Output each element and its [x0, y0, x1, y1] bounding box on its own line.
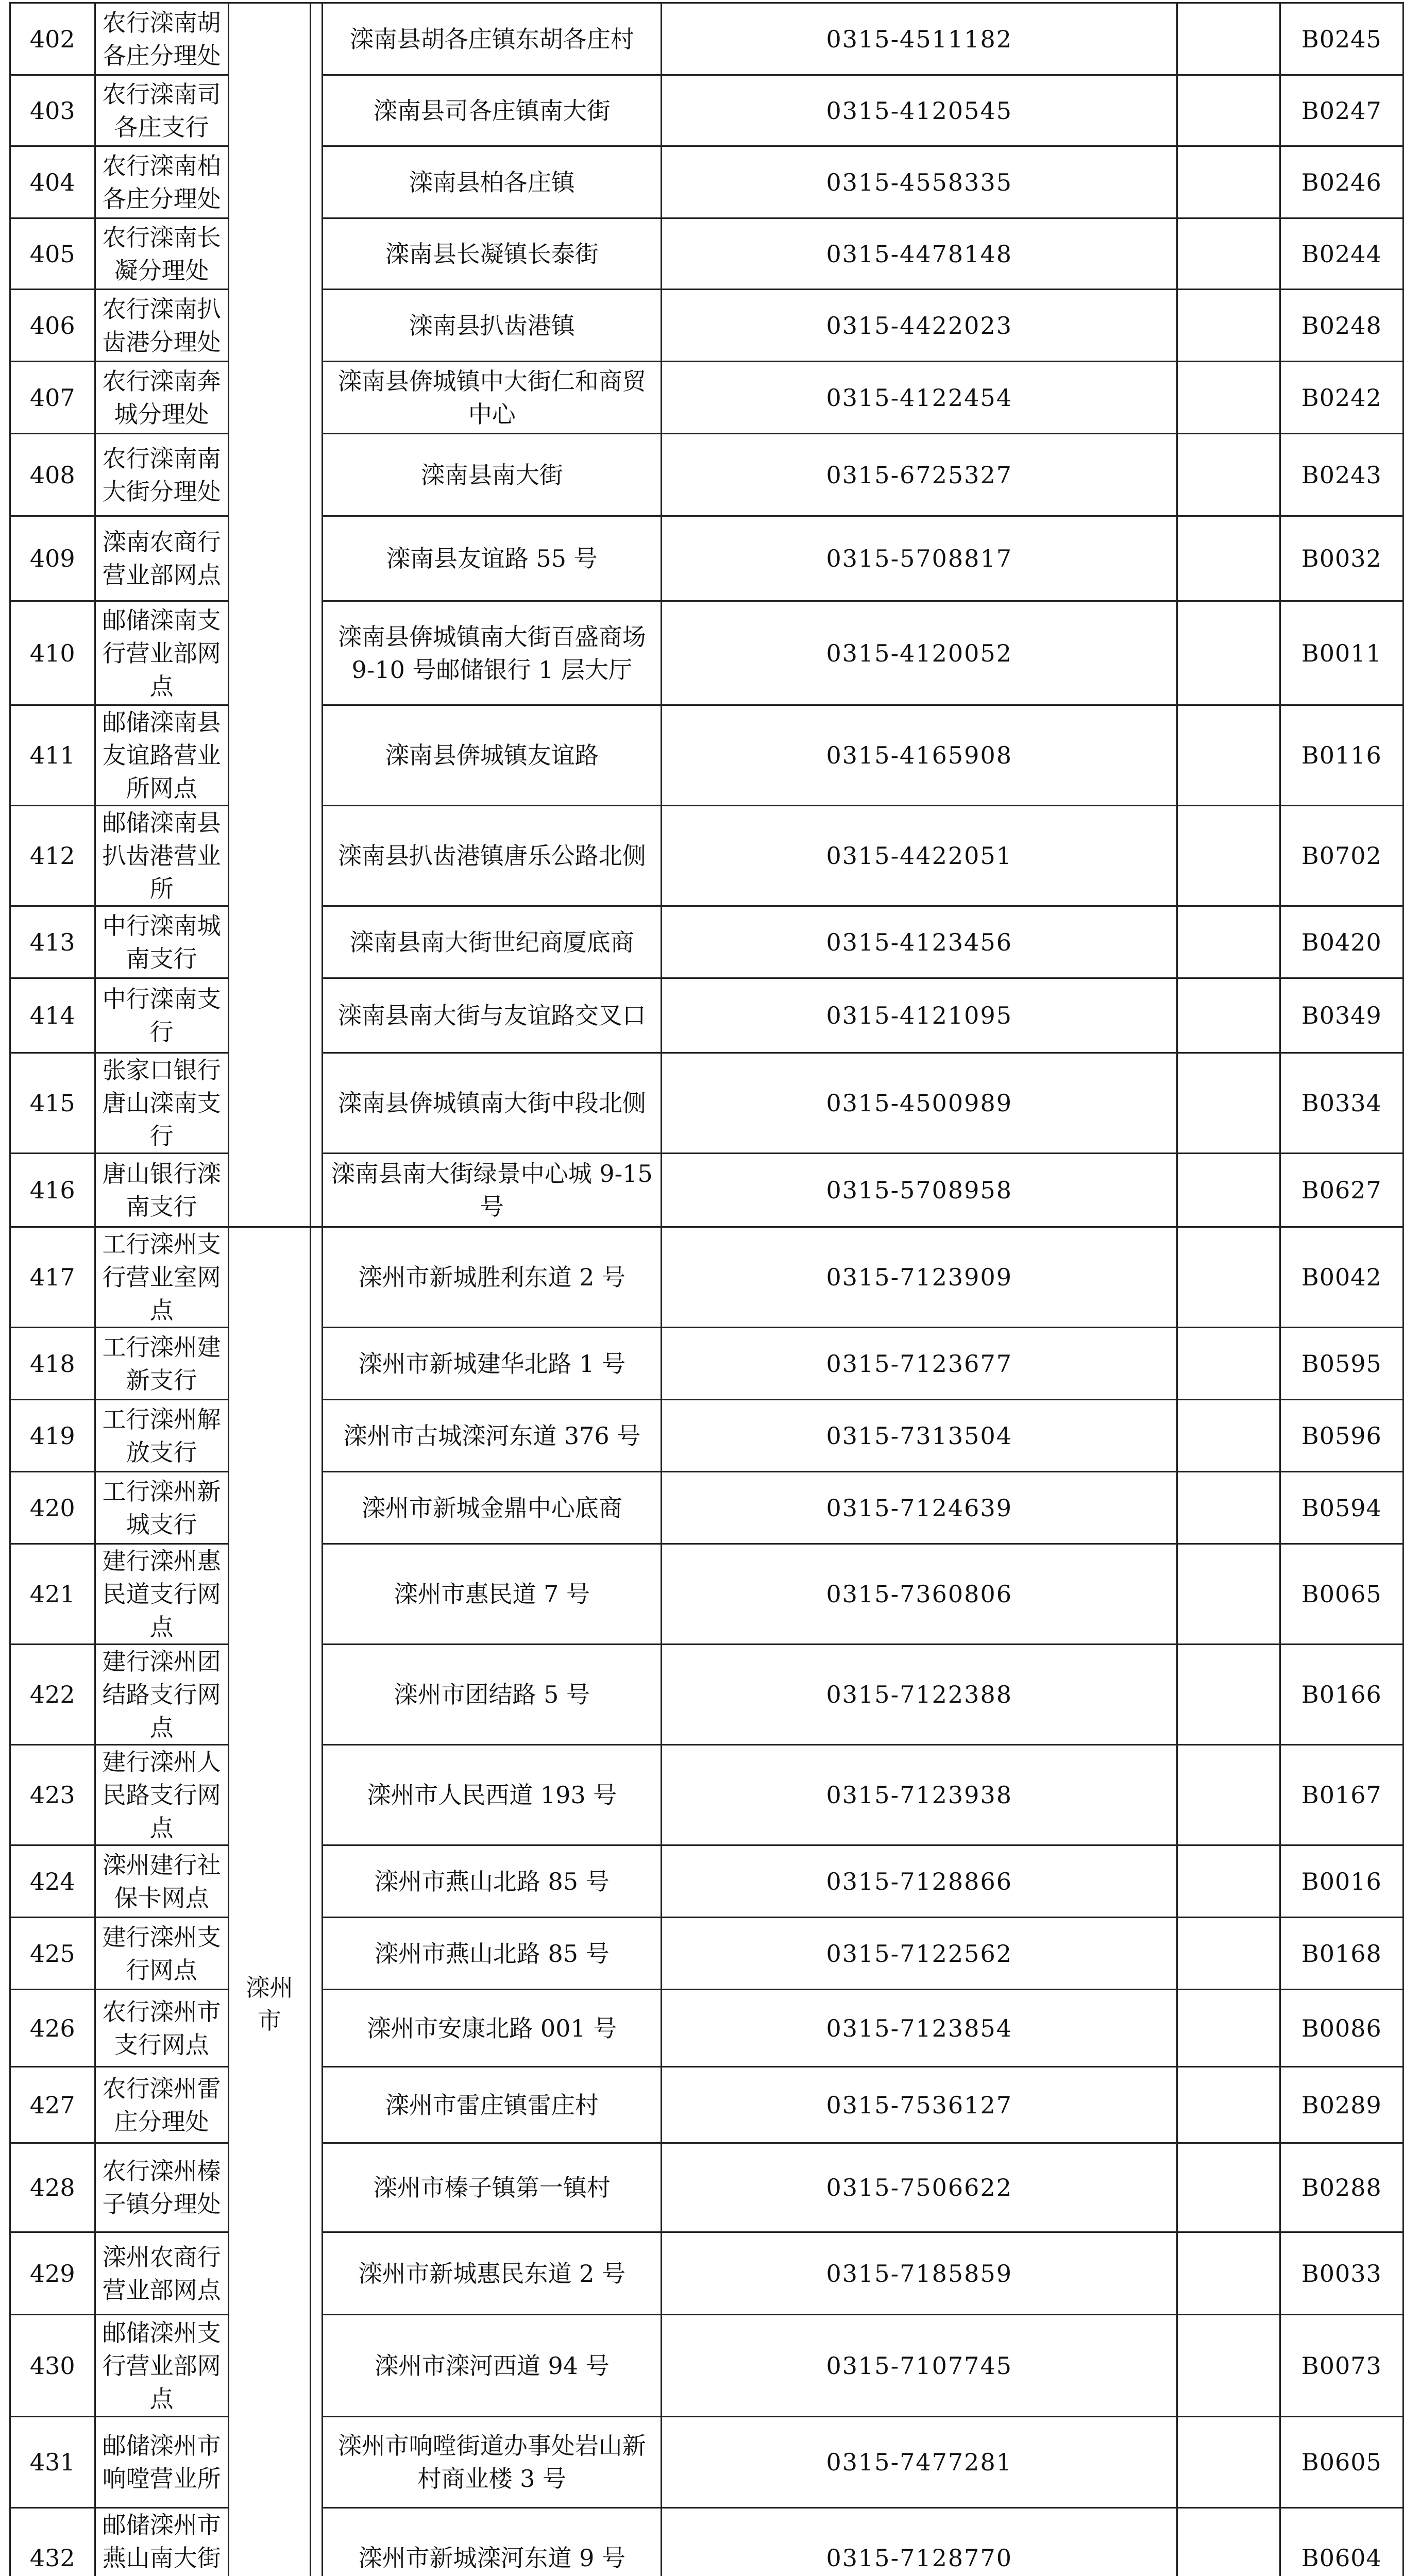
branch-name-cell: 农行滦南司各庄支行: [95, 75, 228, 146]
table-row: [10, 1053, 1403, 1154]
table-row: [10, 2417, 1403, 2508]
city-gap-cell: [311, 1227, 323, 2576]
code-cell: B0073: [1280, 2315, 1403, 2417]
table-row: [10, 1845, 1403, 1918]
phone-cell: 0315-4120545: [662, 75, 1177, 146]
table-row: [10, 906, 1403, 978]
branch-name-cell: 农行滦南胡各庄分理处: [95, 3, 228, 75]
code-cell: B0042: [1280, 1227, 1403, 1328]
phone-cell: 0315-4478148: [662, 218, 1177, 290]
column-gap-cell: [1177, 601, 1280, 705]
address-cell: 滦州市燕山北路 85 号: [323, 1845, 662, 1918]
code-cell: B0245: [1280, 3, 1403, 75]
row-number-cell: 414: [10, 978, 95, 1053]
phone-cell: 0315-4558335: [662, 146, 1177, 218]
phone-cell: 0315-7123854: [662, 1990, 1177, 2067]
row-number-cell: 423: [10, 1745, 95, 1845]
phone-cell: 0315-4122454: [662, 362, 1177, 434]
phone-cell: 0315-4121095: [662, 978, 1177, 1053]
address-cell: 滦南县南大街绿景中心城 9-15 号: [323, 1154, 662, 1227]
row-number-cell: 413: [10, 906, 95, 978]
bank-branch-table: [9, 2, 1404, 2576]
column-gap-cell: [1177, 1472, 1280, 1544]
row-number-cell: 424: [10, 1845, 95, 1918]
row-number-cell: 409: [10, 516, 95, 601]
code-cell: B0166: [1280, 1645, 1403, 1745]
column-gap-cell: [1177, 362, 1280, 434]
address-cell: 滦州市惠民道 7 号: [323, 1544, 662, 1645]
row-number-cell: 425: [10, 1918, 95, 1990]
table-row: [10, 601, 1403, 705]
code-cell: B0247: [1280, 75, 1403, 146]
code-cell: B0246: [1280, 146, 1403, 218]
table-row: [10, 705, 1403, 806]
column-gap-cell: [1177, 2232, 1280, 2315]
table-row: [10, 2067, 1403, 2143]
phone-cell: 0315-7313504: [662, 1400, 1177, 1472]
code-cell: B0168: [1280, 1918, 1403, 1990]
column-gap-cell: [1177, 516, 1280, 601]
city-cell: [228, 3, 311, 1227]
row-number-cell: 420: [10, 1472, 95, 1544]
address-cell: 滦州市新城建华北路 1 号: [323, 1328, 662, 1400]
table-row: [10, 3, 1403, 75]
branch-name-cell: 工行滦州解放支行: [95, 1400, 228, 1472]
row-number-cell: 410: [10, 601, 95, 705]
row-number-cell: 431: [10, 2417, 95, 2508]
column-gap-cell: [1177, 1053, 1280, 1154]
address-cell: 滦州市团结路 5 号: [323, 1645, 662, 1745]
phone-cell: 0315-7128866: [662, 1845, 1177, 1918]
row-number-cell: 408: [10, 434, 95, 516]
branch-name-cell: 邮储滦南县友谊路营业所网点: [95, 705, 228, 806]
table-row: [10, 75, 1403, 146]
code-cell: B0420: [1280, 906, 1403, 978]
address-cell: 滦南县柏各庄镇: [323, 146, 662, 218]
table-row: [10, 2143, 1403, 2232]
address-cell: 滦州市新城惠民东道 2 号: [323, 2232, 662, 2315]
row-number-cell: 403: [10, 75, 95, 146]
table-row: [10, 1918, 1403, 1990]
branch-name-cell: 滦南农商行营业部网点: [95, 516, 228, 601]
code-cell: B0627: [1280, 1154, 1403, 1227]
branch-name-cell: 建行滦州团结路支行网点: [95, 1645, 228, 1745]
address-cell: 滦州市古城滦河东道 376 号: [323, 1400, 662, 1472]
code-cell: B0116: [1280, 705, 1403, 806]
address-cell: 滦州市响嘡街道办事处岩山新村商业楼 3 号: [323, 2417, 662, 2508]
column-gap-cell: [1177, 906, 1280, 978]
table-row: [10, 516, 1403, 601]
phone-cell: 0315-7506622: [662, 2143, 1177, 2232]
branch-name-cell: 邮储滦南县扒齿港营业所: [95, 806, 228, 906]
branch-name-cell: 中行滦南支行: [95, 978, 228, 1053]
phone-cell: 0315-4165908: [662, 705, 1177, 806]
address-cell: 滦州市滦河西道 94 号: [323, 2315, 662, 2417]
address-cell: 滦南县倴城镇友谊路: [323, 705, 662, 806]
branch-name-cell: 张家口银行唐山滦南支行: [95, 1053, 228, 1154]
phone-cell: 0315-4422051: [662, 806, 1177, 906]
phone-cell: 0315-4511182: [662, 3, 1177, 75]
address-cell: 滦南县南大街世纪商厦底商: [323, 906, 662, 978]
column-gap-cell: [1177, 1154, 1280, 1227]
column-gap-cell: [1177, 1544, 1280, 1645]
branch-name-cell: 农行滦州市支行网点: [95, 1990, 228, 2067]
branch-name-cell: 农行滦南扒齿港分理处: [95, 290, 228, 362]
phone-cell: 0315-7360806: [662, 1544, 1177, 1645]
row-number-cell: 427: [10, 2067, 95, 2143]
column-gap-cell: [1177, 1990, 1280, 2067]
code-cell: B0065: [1280, 1544, 1403, 1645]
branch-name-cell: 工行滦州支行营业室网点: [95, 1227, 228, 1328]
branch-name-cell: 邮储滦州支行营业部网点: [95, 2315, 228, 2417]
phone-cell: 0315-7477281: [662, 2417, 1177, 2508]
table-row: [10, 2508, 1403, 2576]
column-gap-cell: [1177, 434, 1280, 516]
branch-name-cell: 唐山银行滦南支行: [95, 1154, 228, 1227]
phone-cell: 0315-7124639: [662, 1472, 1177, 1544]
column-gap-cell: [1177, 1918, 1280, 1990]
phone-cell: 0315-4123456: [662, 906, 1177, 978]
address-cell: 滦州市新城滦河东道 9 号: [323, 2508, 662, 2576]
code-cell: B0605: [1280, 2417, 1403, 2508]
row-number-cell: 419: [10, 1400, 95, 1472]
branch-name-cell: 邮储滦州市响嘡营业所: [95, 2417, 228, 2508]
column-gap-cell: [1177, 1745, 1280, 1845]
branch-name-cell: 工行滦州新城支行: [95, 1472, 228, 1544]
phone-cell: 0315-7128770: [662, 2508, 1177, 2576]
column-gap-cell: [1177, 1328, 1280, 1400]
code-cell: B0167: [1280, 1745, 1403, 1845]
address-cell: 滦州市榛子镇第一镇村: [323, 2143, 662, 2232]
phone-cell: 0315-5708958: [662, 1154, 1177, 1227]
branch-name-cell: 农行滦南南大街分理处: [95, 434, 228, 516]
code-cell: B0288: [1280, 2143, 1403, 2232]
address-cell: 滦州市新城金鼎中心底商: [323, 1472, 662, 1544]
row-number-cell: 422: [10, 1645, 95, 1745]
row-number-cell: 406: [10, 290, 95, 362]
code-cell: B0243: [1280, 434, 1403, 516]
address-cell: 滦南县长凝镇长泰街: [323, 218, 662, 290]
column-gap-cell: [1177, 1227, 1280, 1328]
code-cell: B0244: [1280, 218, 1403, 290]
column-gap-cell: [1177, 2143, 1280, 2232]
code-cell: B0016: [1280, 1845, 1403, 1918]
code-cell: B0086: [1280, 1990, 1403, 2067]
table-row: [10, 1645, 1403, 1745]
row-number-cell: 429: [10, 2232, 95, 2315]
address-cell: 滦南县扒齿港镇唐乐公路北侧: [323, 806, 662, 906]
phone-cell: 0315-7122562: [662, 1918, 1177, 1990]
branch-name-cell: 邮储滦南支行营业部网点: [95, 601, 228, 705]
table-row: [10, 1400, 1403, 1472]
address-cell: 滦南县胡各庄镇东胡各庄村: [323, 3, 662, 75]
column-gap-cell: [1177, 2508, 1280, 2576]
row-number-cell: 432: [10, 2508, 95, 2576]
row-number-cell: 428: [10, 2143, 95, 2232]
table-row: [10, 434, 1403, 516]
row-number-cell: 415: [10, 1053, 95, 1154]
column-gap-cell: [1177, 2067, 1280, 2143]
branch-name-cell: 农行滦南长凝分理处: [95, 218, 228, 290]
phone-cell: 0315-7123938: [662, 1745, 1177, 1845]
address-cell: 滦州市雷庄镇雷庄村: [323, 2067, 662, 2143]
column-gap-cell: [1177, 1845, 1280, 1918]
code-cell: B0248: [1280, 290, 1403, 362]
table-row: [10, 1990, 1403, 2067]
branch-name-cell: 建行滦州支行网点: [95, 1918, 228, 1990]
table-row: [10, 1544, 1403, 1645]
phone-cell: 0315-4120052: [662, 601, 1177, 705]
table-row: [10, 290, 1403, 362]
address-cell: 滦南县倴城镇中大街仁和商贸中心: [323, 362, 662, 434]
column-gap-cell: [1177, 75, 1280, 146]
row-number-cell: 412: [10, 806, 95, 906]
row-number-cell: 407: [10, 362, 95, 434]
branch-name-cell: 农行滦州榛子镇分理处: [95, 2143, 228, 2232]
row-number-cell: 411: [10, 705, 95, 806]
table-row: [10, 978, 1403, 1053]
code-cell: B0604: [1280, 2508, 1403, 2576]
row-number-cell: 426: [10, 1990, 95, 2067]
branch-name-cell: 滦州建行社保卡网点: [95, 1845, 228, 1918]
city-gap-cell: [311, 3, 323, 1227]
table-row: [10, 1227, 1403, 1328]
column-gap-cell: [1177, 218, 1280, 290]
code-cell: B0595: [1280, 1328, 1403, 1400]
phone-cell: 0315-7185859: [662, 2232, 1177, 2315]
code-cell: B0594: [1280, 1472, 1403, 1544]
column-gap-cell: [1177, 146, 1280, 218]
branch-name-cell: 工行滦州建新支行: [95, 1328, 228, 1400]
row-number-cell: 430: [10, 2315, 95, 2417]
row-number-cell: 418: [10, 1328, 95, 1400]
phone-cell: 0315-7123909: [662, 1227, 1177, 1328]
code-cell: B0702: [1280, 806, 1403, 906]
phone-cell: 0315-5708817: [662, 516, 1177, 601]
address-cell: 滦南县倴城镇南大街百盛商场 9-10 号邮储银行 1 层大厅: [323, 601, 662, 705]
branch-name-cell: 农行滦南奔城分理处: [95, 362, 228, 434]
phone-cell: 0315-7123677: [662, 1328, 1177, 1400]
table-row: [10, 1154, 1403, 1227]
code-cell: B0289: [1280, 2067, 1403, 2143]
branch-name-cell: 邮储滦州市燕山南大街: [95, 2508, 228, 2576]
row-number-cell: 405: [10, 218, 95, 290]
table-row: [10, 1328, 1403, 1400]
phone-cell: 0315-7536127: [662, 2067, 1177, 2143]
table-row: [10, 1745, 1403, 1845]
address-cell: 滦南县司各庄镇南大街: [323, 75, 662, 146]
branch-name-cell: 建行滦州惠民道支行网点: [95, 1544, 228, 1645]
table-row: [10, 146, 1403, 218]
phone-cell: 0315-6725327: [662, 434, 1177, 516]
row-number-cell: 402: [10, 3, 95, 75]
phone-cell: 0315-4500989: [662, 1053, 1177, 1154]
table-row: [10, 362, 1403, 434]
address-cell: 滦州市新城胜利东道 2 号: [323, 1227, 662, 1328]
column-gap-cell: [1177, 290, 1280, 362]
row-number-cell: 417: [10, 1227, 95, 1328]
code-cell: B0334: [1280, 1053, 1403, 1154]
phone-cell: 0315-7107745: [662, 2315, 1177, 2417]
phone-cell: 0315-7122388: [662, 1645, 1177, 1745]
table-row: [10, 2315, 1403, 2417]
column-gap-cell: [1177, 1400, 1280, 1472]
branch-name-cell: 农行滦南柏各庄分理处: [95, 146, 228, 218]
branch-name-cell: 滦州农商行营业部网点: [95, 2232, 228, 2315]
row-number-cell: 416: [10, 1154, 95, 1227]
branch-name-cell: 中行滦南城南支行: [95, 906, 228, 978]
code-cell: B0242: [1280, 362, 1403, 434]
city-cell: 滦州市: [228, 1227, 311, 2576]
code-cell: B0596: [1280, 1400, 1403, 1472]
table-row: [10, 218, 1403, 290]
column-gap-cell: [1177, 806, 1280, 906]
column-gap-cell: [1177, 705, 1280, 806]
address-cell: 滦南县南大街与友谊路交叉口: [323, 978, 662, 1053]
branch-name-cell: 农行滦州雷庄分理处: [95, 2067, 228, 2143]
table-row: [10, 2232, 1403, 2315]
column-gap-cell: [1177, 2417, 1280, 2508]
branch-name-cell: 建行滦州人民路支行网点: [95, 1745, 228, 1845]
table-row: [10, 806, 1403, 906]
code-cell: B0011: [1280, 601, 1403, 705]
address-cell: 滦州市人民西道 193 号: [323, 1745, 662, 1845]
row-number-cell: 421: [10, 1544, 95, 1645]
column-gap-cell: [1177, 3, 1280, 75]
address-cell: 滦南县友谊路 55 号: [323, 516, 662, 601]
address-cell: 滦州市安康北路 001 号: [323, 1990, 662, 2067]
column-gap-cell: [1177, 978, 1280, 1053]
column-gap-cell: [1177, 1645, 1280, 1745]
address-cell: 滦南县倴城镇南大街中段北侧: [323, 1053, 662, 1154]
address-cell: 滦南县扒齿港镇: [323, 290, 662, 362]
column-gap-cell: [1177, 2315, 1280, 2417]
address-cell: 滦南县南大街: [323, 434, 662, 516]
code-cell: B0349: [1280, 978, 1403, 1053]
phone-cell: 0315-4422023: [662, 290, 1177, 362]
table-row: [10, 1472, 1403, 1544]
address-cell: 滦州市燕山北路 85 号: [323, 1918, 662, 1990]
code-cell: B0032: [1280, 516, 1403, 601]
row-number-cell: 404: [10, 146, 95, 218]
code-cell: B0033: [1280, 2232, 1403, 2315]
